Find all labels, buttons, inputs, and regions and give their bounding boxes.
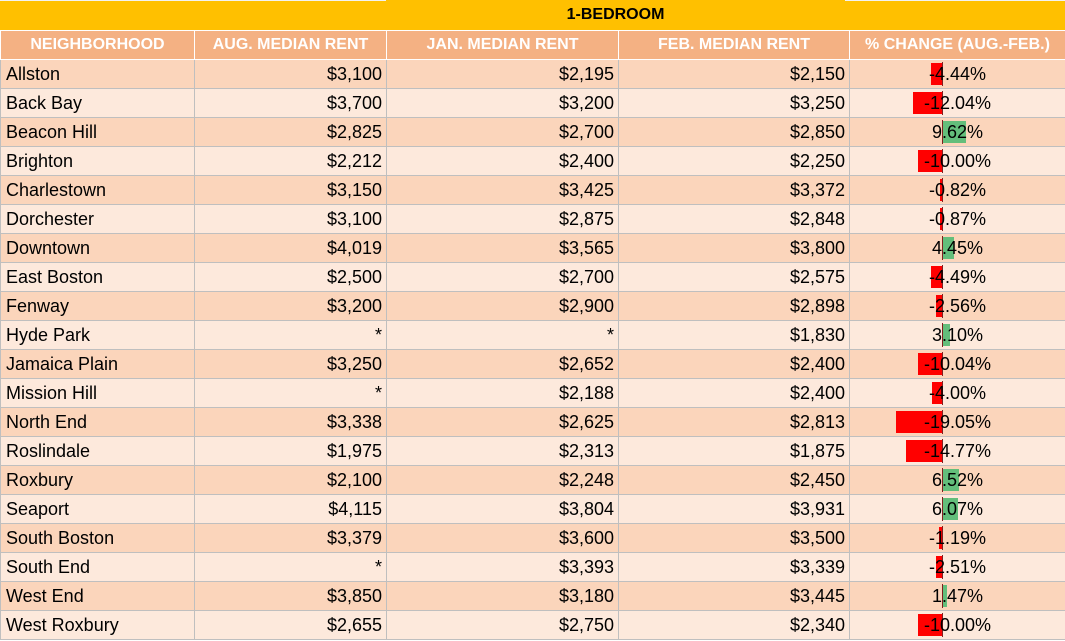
cell-feb-rent[interactable]: $3,372 — [619, 176, 850, 205]
cell-jan-rent[interactable]: $2,400 — [387, 147, 619, 176]
pct-databar-wrap — [850, 89, 1065, 117]
pct-change-value: -0.82% — [928, 180, 987, 200]
cell-pct-change[interactable] — [850, 466, 1065, 495]
cell-pct-change[interactable] — [850, 553, 1065, 582]
cell-jan-rent[interactable]: $2,625 — [387, 408, 619, 437]
header-pct-change[interactable]: % CHANGE (AUG.-FEB.) — [850, 31, 1065, 60]
cell-aug-rent[interactable]: $4,115 — [195, 495, 387, 524]
pct-databar-wrap — [850, 408, 1065, 436]
pct-databar-wrap — [850, 466, 1065, 494]
table-row — [1, 466, 1065, 495]
cell-aug-rent[interactable]: $2,100 — [195, 466, 387, 495]
cell-pct-change[interactable] — [850, 379, 1065, 408]
cell-jan-rent[interactable]: $3,425 — [387, 176, 619, 205]
header-aug-median-rent[interactable]: AUG. MEDIAN RENT — [195, 31, 387, 60]
cell-pct-change[interactable] — [850, 89, 1065, 118]
table-row — [1, 60, 1065, 89]
cell-neighborhood[interactable]: Charlestown — [1, 176, 195, 205]
cell-feb-rent[interactable]: $3,500 — [619, 524, 850, 553]
pct-change-value: -4.49% — [928, 267, 987, 287]
pct-change-value: -19.05% — [923, 412, 992, 432]
table-row — [1, 292, 1065, 321]
pct-change-value: -10.00% — [923, 615, 992, 635]
cell-feb-rent[interactable]: $3,931 — [619, 495, 850, 524]
cell-pct-change[interactable] — [850, 60, 1065, 89]
cell-aug-rent[interactable]: $3,100 — [195, 205, 387, 234]
cell-pct-change[interactable] — [850, 176, 1065, 205]
cell-jan-rent[interactable]: $2,900 — [387, 292, 619, 321]
cell-pct-change[interactable] — [850, 350, 1065, 379]
pct-change-value: -4.00% — [928, 383, 987, 403]
pct-change-value: 9.62% — [931, 122, 984, 142]
cell-jan-rent[interactable]: $2,188 — [387, 379, 619, 408]
cell-neighborhood[interactable]: Downtown — [1, 234, 195, 263]
pct-databar-wrap — [850, 292, 1065, 320]
pct-change-value: -4.44% — [928, 64, 987, 84]
cell-neighborhood[interactable]: Dorchester — [1, 205, 195, 234]
cell-jan-rent[interactable]: $3,180 — [387, 582, 619, 611]
cell-neighborhood[interactable]: Jamaica Plain — [1, 350, 195, 379]
cell-aug-rent[interactable]: $3,379 — [195, 524, 387, 553]
table-row — [1, 408, 1065, 437]
cell-jan-rent[interactable]: $3,200 — [387, 89, 619, 118]
cell-neighborhood[interactable]: South End — [1, 553, 195, 582]
cell-pct-change[interactable] — [850, 408, 1065, 437]
pct-change-value: -2.51% — [928, 557, 987, 577]
title-gap-right — [845, 0, 1065, 1]
cell-neighborhood[interactable]: Beacon Hill — [1, 118, 195, 147]
pct-change-value: 6.07% — [931, 499, 984, 519]
pct-databar-wrap — [850, 205, 1065, 233]
cell-pct-change[interactable] — [850, 321, 1065, 350]
cell-neighborhood[interactable]: North End — [1, 408, 195, 437]
cell-feb-rent[interactable]: $3,800 — [619, 234, 850, 263]
table-row — [1, 379, 1065, 408]
cell-feb-rent[interactable]: $1,875 — [619, 437, 850, 466]
cell-aug-rent[interactable]: * — [195, 379, 387, 408]
table-row — [1, 321, 1065, 350]
cell-pct-change[interactable] — [850, 292, 1065, 321]
cell-pct-change[interactable] — [850, 234, 1065, 263]
cell-aug-rent[interactable]: $3,850 — [195, 582, 387, 611]
table-row — [1, 437, 1065, 466]
pct-databar-wrap — [850, 147, 1065, 175]
pct-change-value: -2.56% — [928, 296, 987, 316]
pct-change-value: -0.87% — [928, 209, 987, 229]
cell-pct-change[interactable] — [850, 524, 1065, 553]
table-row — [1, 553, 1065, 582]
pct-databar-wrap — [850, 176, 1065, 204]
cell-feb-rent[interactable]: $2,450 — [619, 466, 850, 495]
cell-neighborhood[interactable]: Fenway — [1, 292, 195, 321]
pct-change-value: -14.77% — [923, 441, 992, 461]
pct-databar-wrap — [850, 321, 1065, 349]
cell-neighborhood[interactable]: East Boston — [1, 263, 195, 292]
pct-databar-wrap — [850, 495, 1065, 523]
cell-feb-rent[interactable]: $2,400 — [619, 379, 850, 408]
cell-aug-rent[interactable]: $3,150 — [195, 176, 387, 205]
cell-feb-rent[interactable]: $3,445 — [619, 582, 850, 611]
cell-feb-rent[interactable]: $2,400 — [619, 350, 850, 379]
pct-databar-wrap — [850, 437, 1065, 465]
header-feb-median-rent[interactable]: FEB. MEDIAN RENT — [619, 31, 850, 60]
cell-neighborhood[interactable]: West Roxbury — [1, 611, 195, 640]
title-row — [0, 0, 1065, 30]
cell-feb-rent[interactable]: $1,830 — [619, 321, 850, 350]
cell-neighborhood[interactable]: Allston — [1, 60, 195, 89]
pct-change-value: -10.04% — [923, 354, 992, 374]
pct-databar-wrap — [850, 582, 1065, 610]
cell-aug-rent[interactable]: $2,655 — [195, 611, 387, 640]
cell-aug-rent[interactable]: $3,250 — [195, 350, 387, 379]
title-gap-left — [0, 0, 386, 1]
header-neighborhood[interactable]: NEIGHBORHOOD — [1, 31, 195, 60]
cell-pct-change[interactable] — [850, 611, 1065, 640]
cell-aug-rent[interactable]: $3,100 — [195, 60, 387, 89]
cell-pct-change[interactable] — [850, 205, 1065, 234]
cell-pct-change[interactable] — [850, 495, 1065, 524]
pct-databar-wrap — [850, 553, 1065, 581]
cell-neighborhood[interactable]: West End — [1, 582, 195, 611]
cell-aug-rent[interactable]: $3,338 — [195, 408, 387, 437]
header-jan-median-rent[interactable]: JAN. MEDIAN RENT — [387, 31, 619, 60]
cell-neighborhood[interactable]: Hyde Park — [1, 321, 195, 350]
cell-jan-rent[interactable]: $2,248 — [387, 466, 619, 495]
pct-databar-wrap — [850, 118, 1065, 146]
cell-pct-change[interactable] — [850, 263, 1065, 292]
table-row — [1, 350, 1065, 379]
pct-change-value: -12.04% — [923, 93, 992, 113]
cell-feb-rent[interactable]: $2,150 — [619, 60, 850, 89]
cell-neighborhood[interactable]: Back Bay — [1, 89, 195, 118]
pct-databar-wrap — [850, 60, 1065, 88]
pct-change-value: 3.10% — [931, 325, 984, 345]
table-row — [1, 611, 1065, 640]
pct-databar-wrap — [850, 263, 1065, 291]
table-row — [1, 524, 1065, 553]
table-row — [1, 89, 1065, 118]
table-row — [1, 495, 1065, 524]
cell-aug-rent[interactable]: $2,825 — [195, 118, 387, 147]
cell-neighborhood[interactable]: Mission Hill — [1, 379, 195, 408]
cell-feb-rent[interactable]: $3,339 — [619, 553, 850, 582]
cell-jan-rent[interactable]: $2,652 — [387, 350, 619, 379]
cell-feb-rent[interactable]: $2,340 — [619, 611, 850, 640]
cell-feb-rent[interactable]: $2,850 — [619, 118, 850, 147]
pct-databar-wrap — [850, 350, 1065, 378]
pct-change-value: -10.00% — [923, 151, 992, 171]
cell-pct-change[interactable] — [850, 437, 1065, 466]
cell-feb-rent[interactable]: $2,575 — [619, 263, 850, 292]
cell-neighborhood[interactable]: South Boston — [1, 524, 195, 553]
pct-databar-wrap — [850, 524, 1065, 552]
cell-feb-rent[interactable]: $2,848 — [619, 205, 850, 234]
pct-change-value: 6.52% — [931, 470, 984, 490]
cell-feb-rent[interactable]: $3,250 — [619, 89, 850, 118]
cell-neighborhood[interactable]: Roxbury — [1, 466, 195, 495]
rent-table — [0, 30, 1065, 640]
cell-feb-rent[interactable]: $2,813 — [619, 408, 850, 437]
cell-jan-rent[interactable]: $2,195 — [387, 60, 619, 89]
cell-aug-rent[interactable]: $4,019 — [195, 234, 387, 263]
cell-jan-rent[interactable]: * — [387, 321, 619, 350]
table-row — [1, 582, 1065, 611]
cell-aug-rent[interactable]: $3,700 — [195, 89, 387, 118]
cell-feb-rent[interactable]: $2,250 — [619, 147, 850, 176]
cell-jan-rent[interactable]: $3,565 — [387, 234, 619, 263]
cell-aug-rent[interactable]: * — [195, 553, 387, 582]
cell-aug-rent[interactable]: $2,212 — [195, 147, 387, 176]
table-row — [1, 118, 1065, 147]
cell-pct-change[interactable] — [850, 118, 1065, 147]
cell-pct-change[interactable] — [850, 147, 1065, 176]
table-row — [1, 263, 1065, 292]
pct-databar-wrap — [850, 234, 1065, 262]
cell-aug-rent[interactable]: $2,500 — [195, 263, 387, 292]
pct-databar-wrap — [850, 611, 1065, 639]
cell-jan-rent[interactable]: $3,600 — [387, 524, 619, 553]
cell-aug-rent[interactable]: * — [195, 321, 387, 350]
cell-jan-rent[interactable]: $2,313 — [387, 437, 619, 466]
cell-jan-rent[interactable]: $2,700 — [387, 118, 619, 147]
pct-change-value: 4.45% — [931, 238, 984, 258]
cell-jan-rent[interactable]: $2,875 — [387, 205, 619, 234]
cell-neighborhood[interactable]: Seaport — [1, 495, 195, 524]
table-title[interactable]: 1-BEDROOM — [566, 6, 665, 23]
cell-feb-rent[interactable]: $2,898 — [619, 292, 850, 321]
cell-jan-rent[interactable]: $3,804 — [387, 495, 619, 524]
pct-change-value: -1.19% — [928, 528, 987, 548]
table-row — [1, 234, 1065, 263]
cell-neighborhood[interactable]: Brighton — [1, 147, 195, 176]
header-row — [1, 31, 1065, 60]
cell-jan-rent[interactable]: $2,750 — [387, 611, 619, 640]
cell-aug-rent[interactable]: $3,200 — [195, 292, 387, 321]
pct-databar-wrap — [850, 379, 1065, 407]
table-row — [1, 147, 1065, 176]
cell-jan-rent[interactable]: $2,700 — [387, 263, 619, 292]
table-row — [1, 205, 1065, 234]
pct-change-value: 1.47% — [931, 586, 984, 606]
cell-jan-rent[interactable]: $3,393 — [387, 553, 619, 582]
table-row — [1, 176, 1065, 205]
cell-aug-rent[interactable]: $1,975 — [195, 437, 387, 466]
cell-pct-change[interactable] — [850, 582, 1065, 611]
cell-neighborhood[interactable]: Roslindale — [1, 437, 195, 466]
